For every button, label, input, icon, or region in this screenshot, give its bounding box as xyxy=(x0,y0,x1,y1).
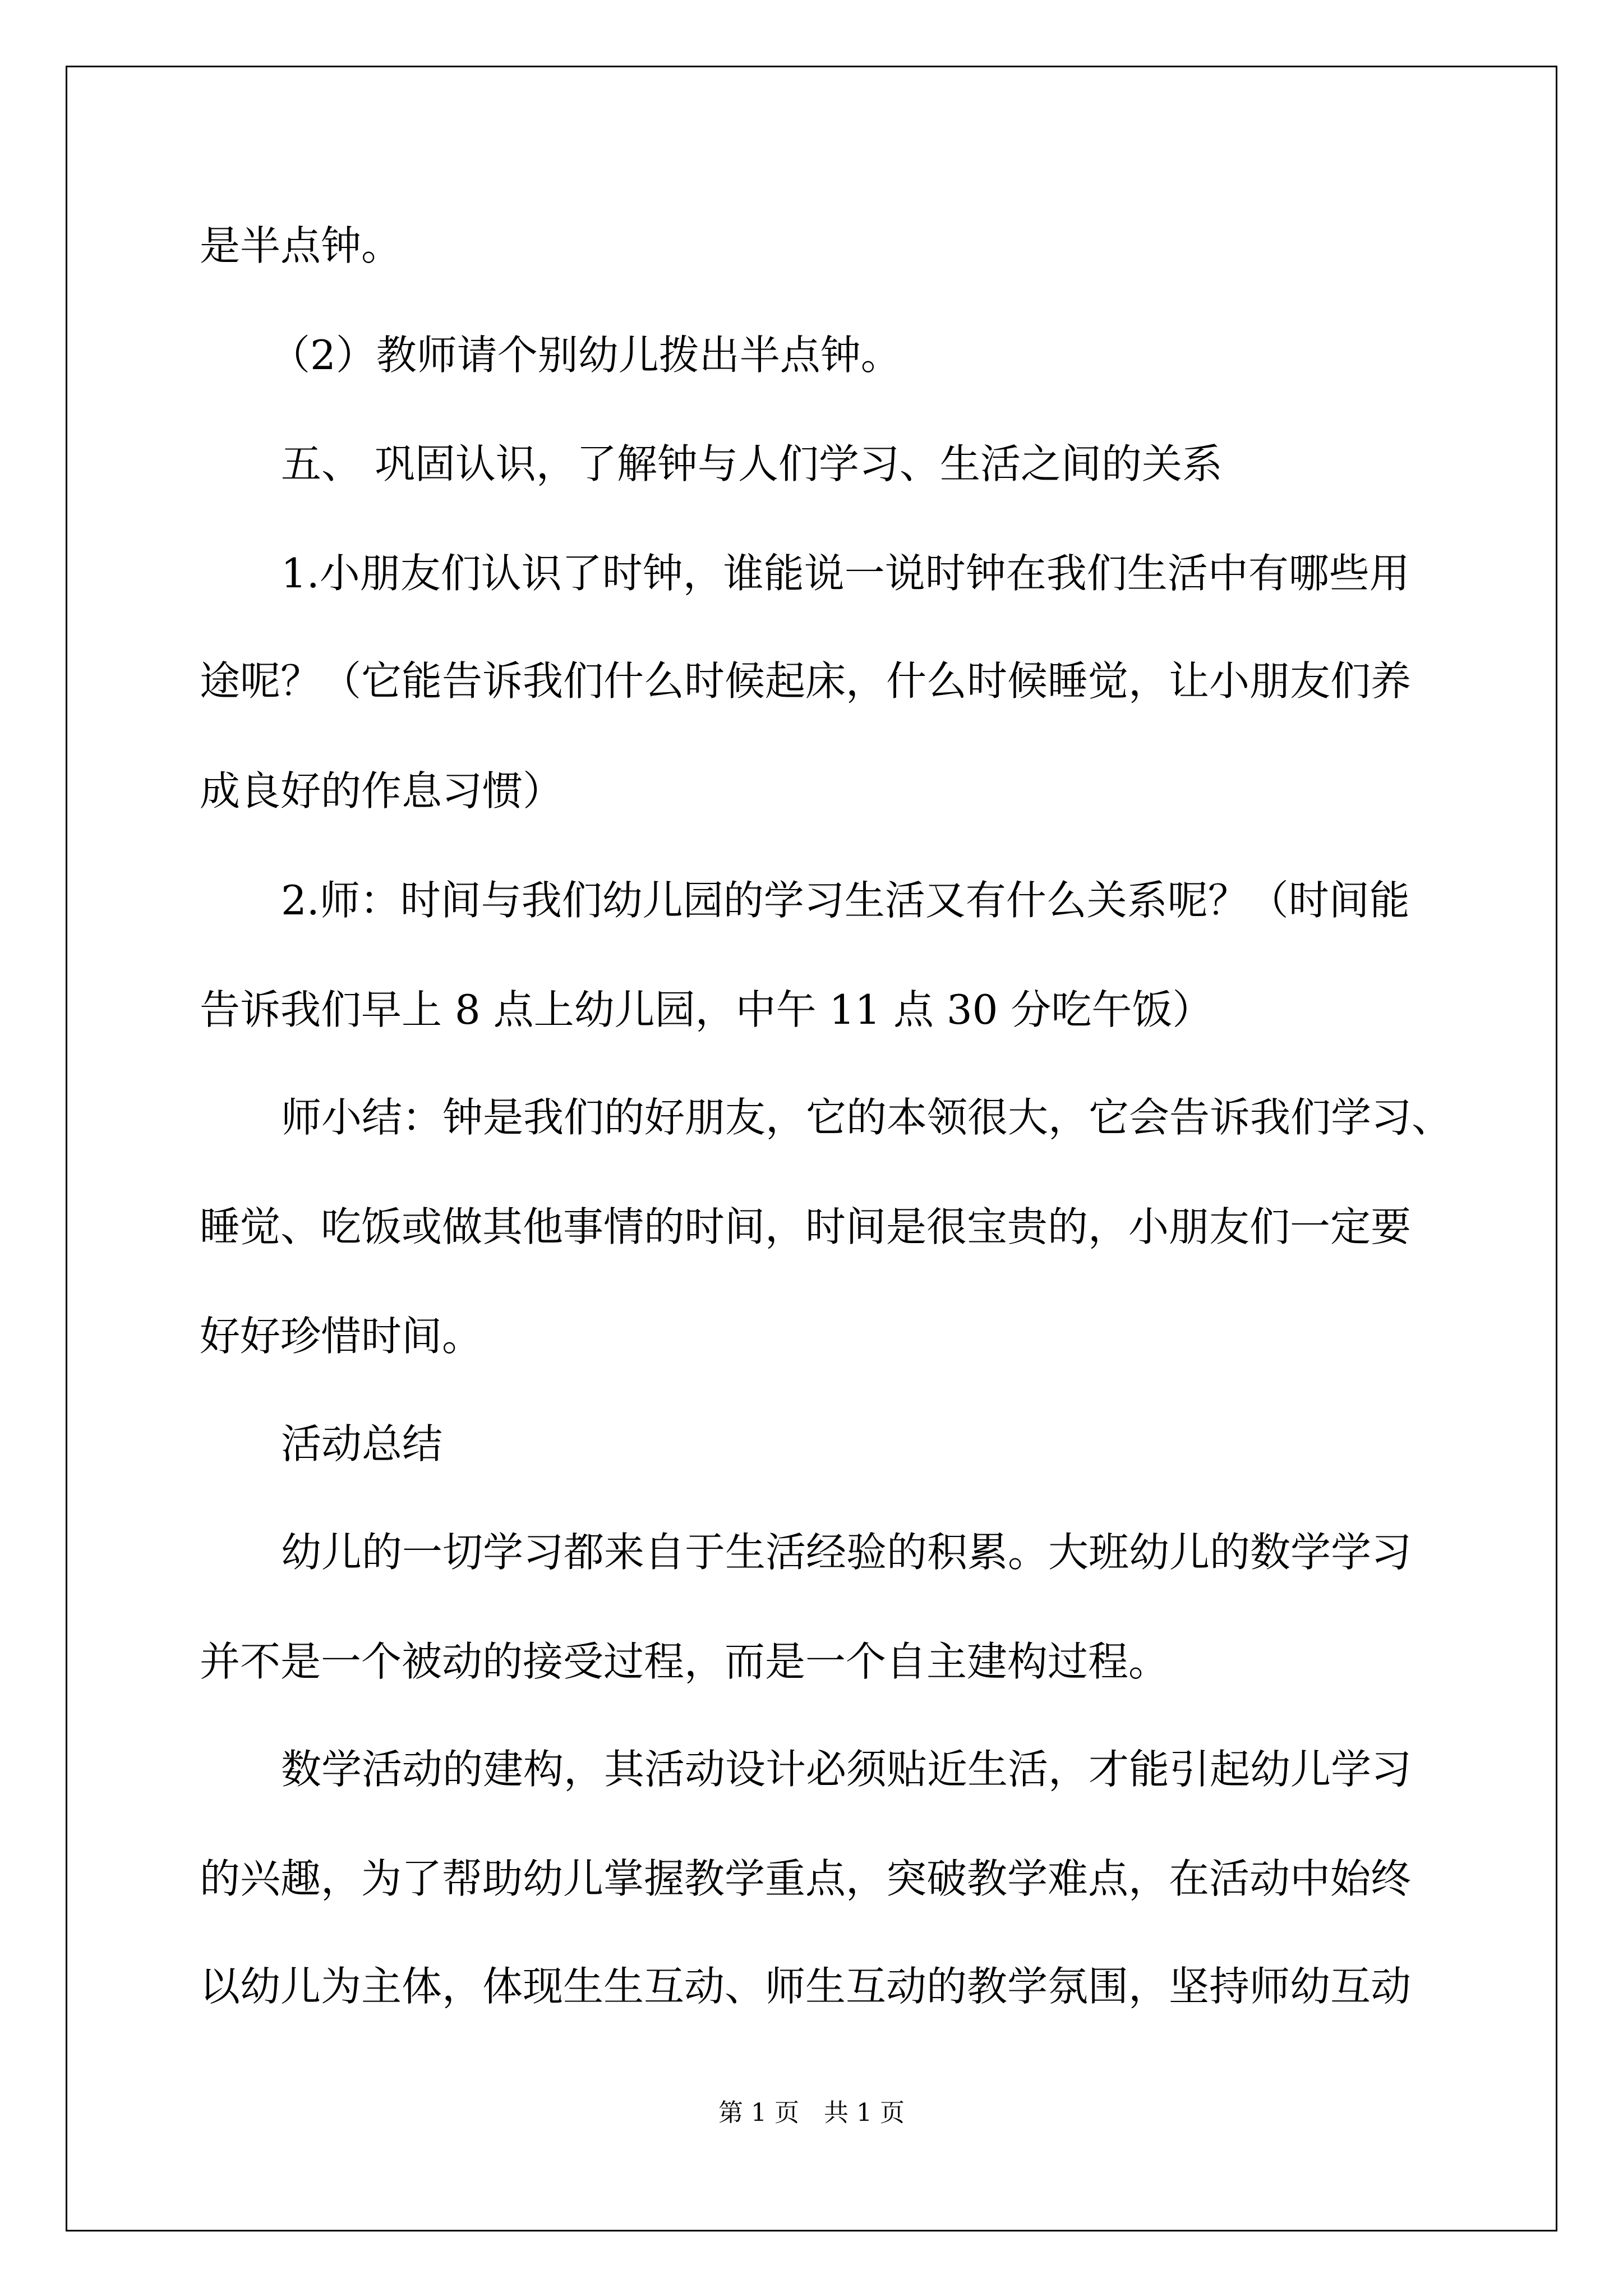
text-line: 以幼儿为主体，体现生生互动、师生互动的教学氛围，坚持师幼互动 xyxy=(200,1963,1412,2010)
text-line: 师小结：钟是我们的好朋友，它的本领很大，它会告诉我们学习、 xyxy=(281,1094,1453,1141)
section-heading: 五、 巩固认识，了解钟与人们学习、生活之间的关系 xyxy=(281,440,1223,487)
text-line: 睡觉、吃饭或做其他事情的时间，时间是很宝贵的，小朋友们一定要 xyxy=(200,1203,1412,1250)
text-line: 1.小朋友们认识了时钟，谁能说一说时钟在我们生活中有哪些用 xyxy=(281,550,1410,597)
text-line: 途呢？（它能告诉我们什么时候起床，什么时候睡觉，让小朋友们养 xyxy=(200,657,1412,705)
text-line: 成良好的作息习惯） xyxy=(200,767,564,815)
text-line: 告诉我们早上 8 点上幼儿园，中午 11 点 30 分吃午饭） xyxy=(200,986,1213,1033)
text-line: 数学活动的建构，其活动设计必须贴近生活，才能引起幼儿学习 xyxy=(281,1746,1412,1793)
page-footer: 第 1 页 共 1 页 xyxy=(718,2099,905,2127)
text-line: 幼儿的一切学习都来自于生活经验的积累。大班幼儿的数学学习 xyxy=(281,1529,1412,1576)
text-line: 好好珍惜时间。 xyxy=(200,1313,483,1360)
section-heading: 活动总结 xyxy=(281,1420,443,1467)
page-border xyxy=(66,66,1557,2231)
text-line: 是半点钟。 xyxy=(200,222,402,269)
text-line: 的兴趣，为了帮助幼儿掌握教学重点，突破教学难点，在活动中始终 xyxy=(200,1855,1412,1902)
text-line: （2）教师请个别幼儿拨出半点钟。 xyxy=(270,332,901,379)
text-line: 2.师：时间与我们幼儿园的学习生活又有什么关系呢？（时间能 xyxy=(281,877,1410,924)
text-line: 并不是一个被动的接受过程，而是一个自主建构过程。 xyxy=(200,1638,1169,1685)
